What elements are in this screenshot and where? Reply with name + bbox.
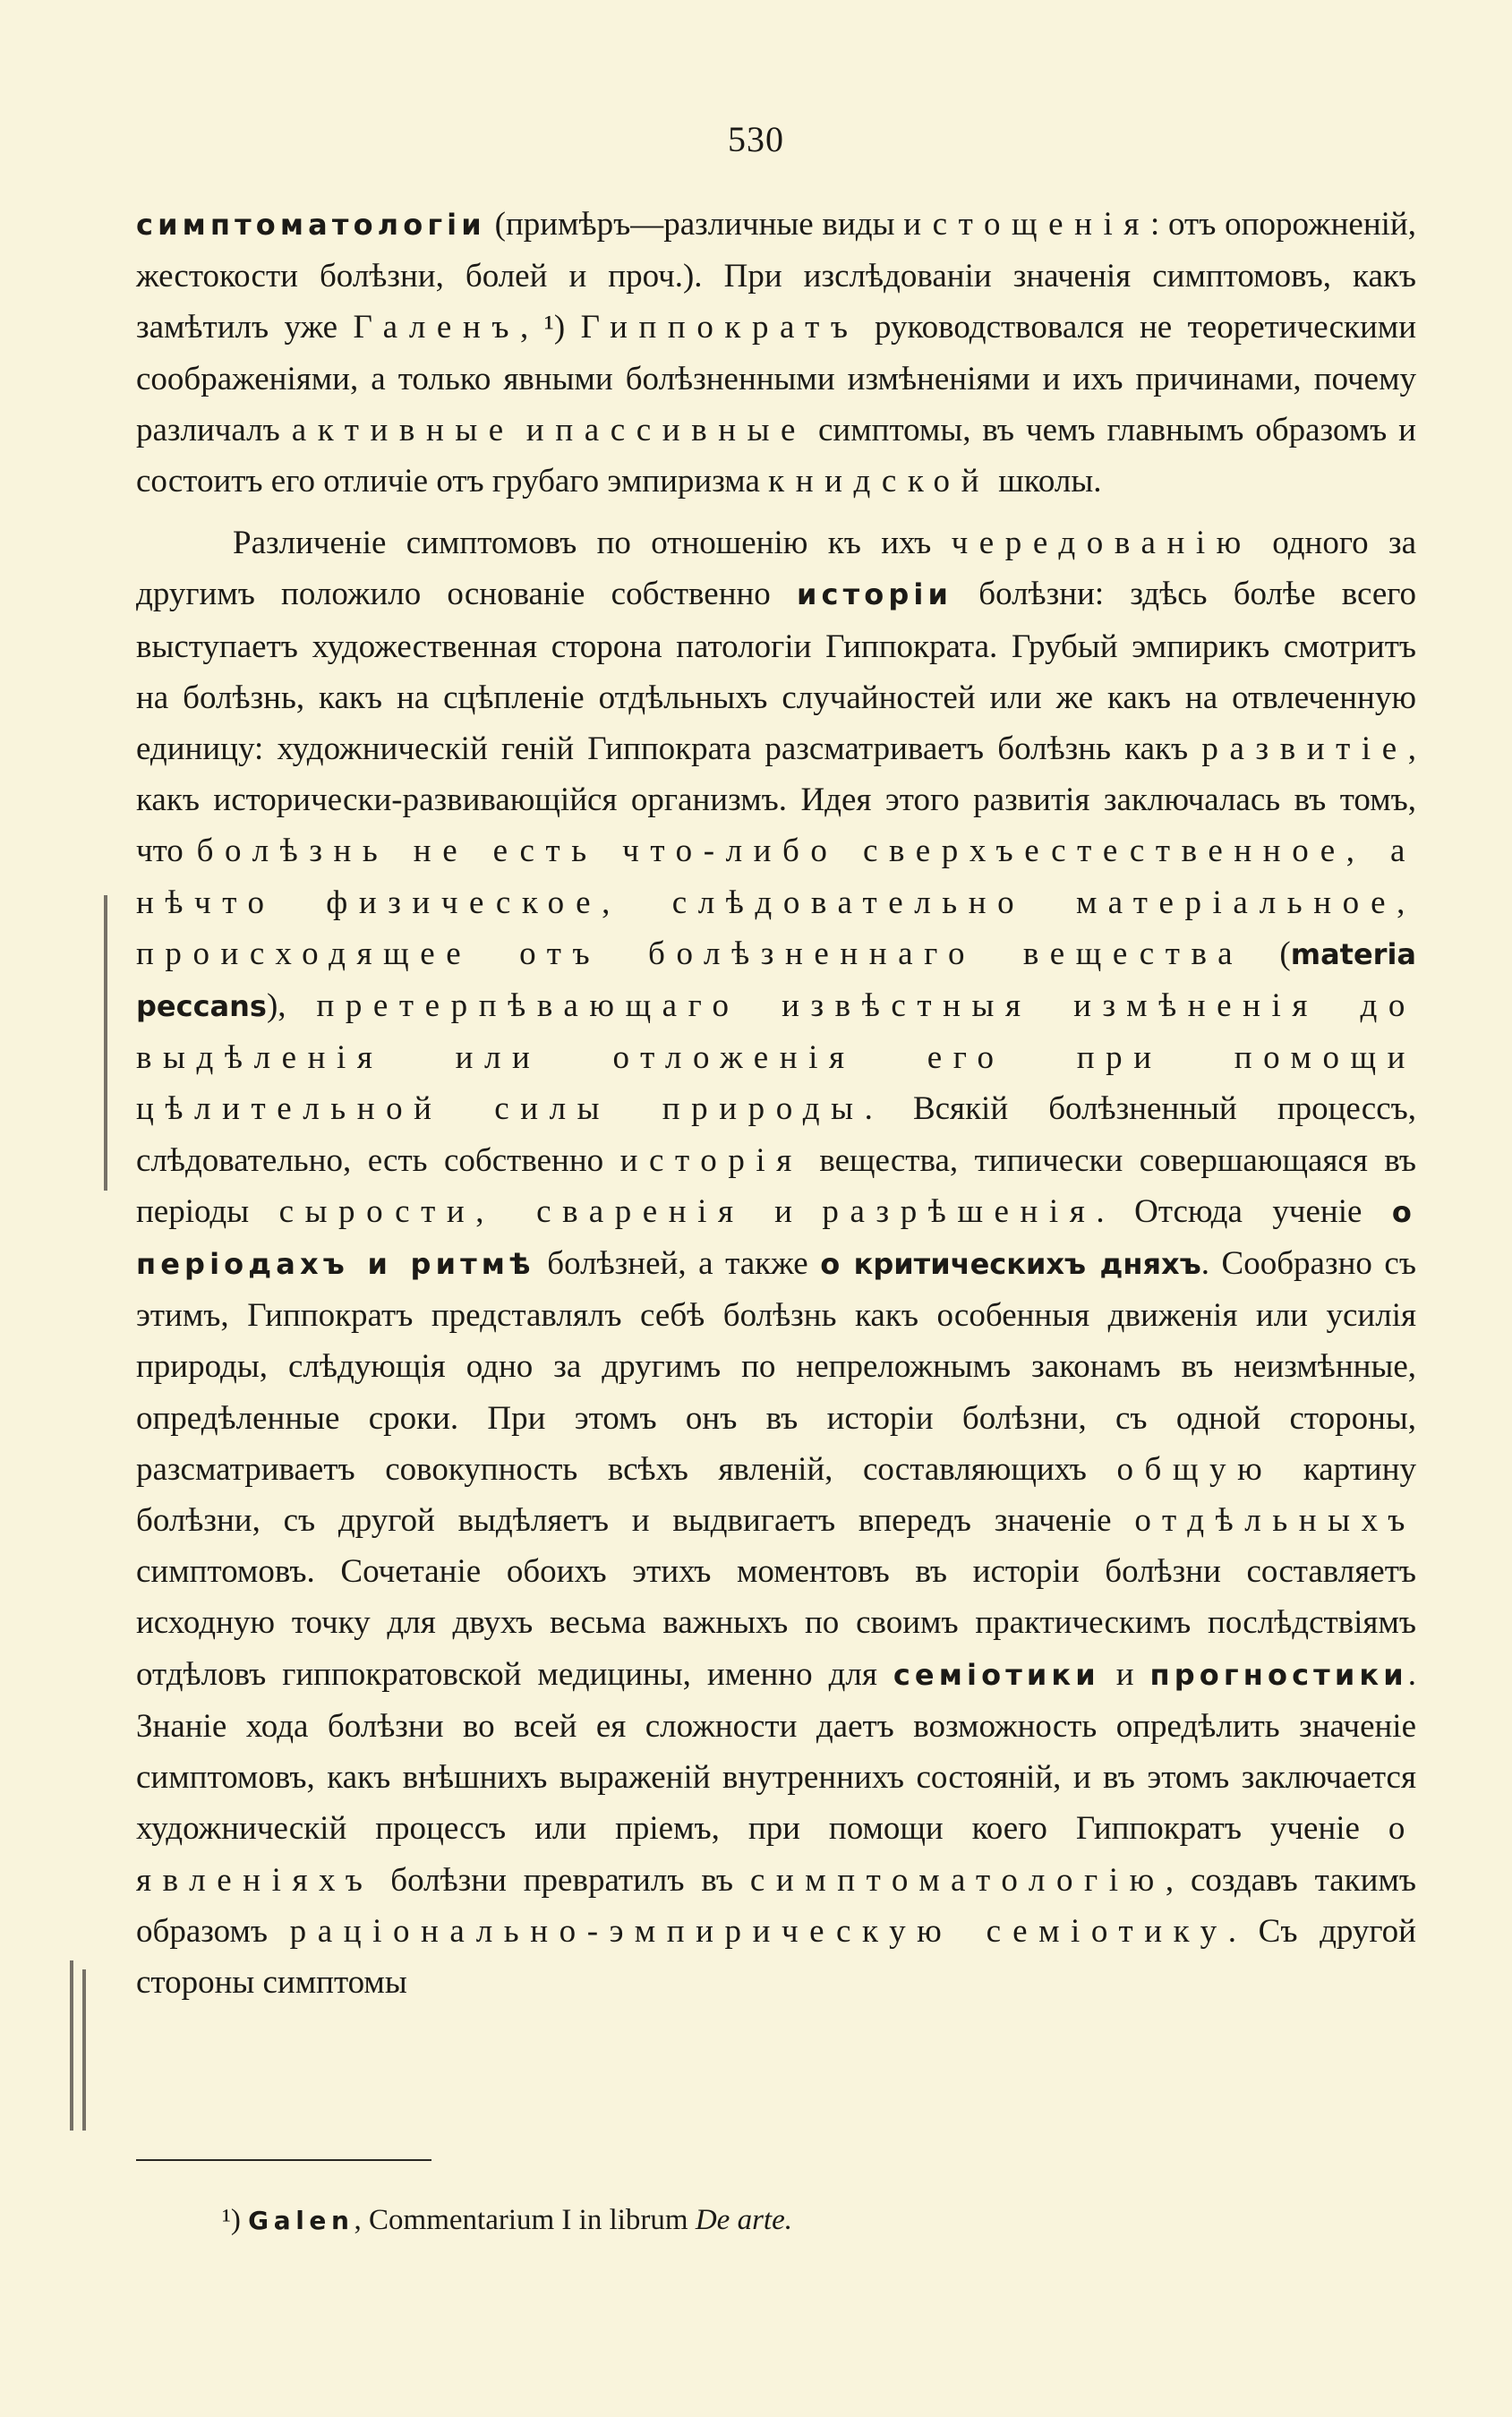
text-run: о критическихъ дняхъ (820, 1247, 1201, 1282)
text-run: materia peccans (136, 936, 1417, 1024)
text-run: сырости, сваренія (278, 1192, 745, 1230)
text-run: . Сообразно съ этимъ, Гиппократъ представлялъ себѣ болѣзнь какъ особенныя движенія или усилія природы, слѣдующія одно за другимъ по непреложнымъ законамъ въ неизмѣнные, опредѣленные сроки. При этомъ онъ въ исторіи болѣзни, съ одной стороны, разсматриваетъ совокупность всѣхъ явленій, составляющихъ (136, 1245, 1416, 1488)
text-run: и (744, 1192, 823, 1230)
text-run: пассивные (555, 411, 807, 448)
text-run: о періодахъ и ритмѣ (136, 1194, 1416, 1282)
text-run: прогностики (1149, 1657, 1408, 1692)
text-run: , создавъ такимъ образомъ (136, 1861, 1416, 1950)
text-run: болѣзни: здѣсь болѣе всего выступаетъ художественная сторона патологіи Гиппократа. Грубый эмпирикъ смотритъ на болѣзнь, какъ на сцѣпленіе отдѣльныхъ случайностей или же какъ на отвлеченную единицу: художническій геній Гиппократа разсматриваетъ болѣзнь какъ (136, 576, 1417, 768)
text-run: семіотики (893, 1657, 1100, 1692)
text-run: книдской (768, 463, 991, 500)
footnote-marker: ¹) (222, 2204, 241, 2236)
text-run: руководствовался не теоретическими соображеніями, а только явными болѣзненными измѣненіями и ихъ причинами, почему различалъ (136, 309, 1416, 448)
paragraph (136, 199, 1416, 507)
text-run: и (514, 411, 556, 448)
footnote-author: Galen (248, 2206, 355, 2235)
text-run: одного за другимъ положило основаніе собственно (136, 525, 1416, 613)
text-run: , какъ исторически-развивающійся организмъ. Идея этого развитія заключалась въ томъ, что (136, 730, 1416, 870)
margin-pencil-mark (82, 1969, 86, 2131)
text-run: , ¹) (520, 309, 581, 346)
text-run: истощенія (903, 206, 1150, 243)
text-run: . Всякій болѣзненный процессъ, слѣдовательно, есть собственно (136, 1090, 1417, 1179)
text-run: исторія (619, 1141, 803, 1179)
margin-pencil-mark (70, 1960, 73, 2131)
body-text (136, 199, 1416, 2008)
text-run: разрѣшенія (822, 1192, 1097, 1230)
text-run: симптоматологіи (136, 208, 486, 242)
text-run: отдѣльныхъ (1134, 1502, 1416, 1540)
text-run: . Отсюда ученіе (1096, 1192, 1392, 1230)
text-run: активные (291, 411, 515, 448)
text-run: . Съ другой стороны симптомы (136, 1912, 1416, 2001)
text-run: вещества, типически совершающаяся въ періоды (136, 1141, 1416, 1230)
text-run: болѣзней, а также (534, 1245, 821, 1283)
text-run: болѣзнь не есть что-либо сверхъестественное, а нѣчто физическое, слѣдовательно матеріальное, происходящее отъ болѣзненнаго вещества (136, 833, 1416, 972)
text-run: ), (266, 987, 317, 1025)
text-run: : отъ опорожненій, жестокости болѣзни, болей и проч.). При изслѣдованіи значенія симптомовъ, какъ замѣтилъ уже (136, 206, 1416, 346)
text-run: картину болѣзни, съ другой выдѣляетъ и выдвигаетъ впередъ значеніе (136, 1450, 1417, 1540)
margin-pencil-mark (104, 895, 107, 1191)
page-number: 530 (728, 119, 784, 159)
text-run: исторіи (797, 577, 953, 612)
text-run: . Знаніе хода болѣзни во всей ея сложности даетъ возможность опредѣлить значеніе симптомовъ, какъ внѣшнихъ выраженій внутреннихъ состояній, и въ этомъ заключается художническій процессъ или пріемъ, при помощи коего Гиппократъ ученіе (136, 1655, 1416, 1848)
text-run: общую (1116, 1450, 1274, 1488)
text-run: претерпѣвающаго извѣстныя измѣненія до выдѣленія или отложенія его при помощи цѣлительной силы природы (136, 987, 1416, 1128)
text-run: и (1099, 1655, 1150, 1693)
text-run: ( (1243, 935, 1291, 972)
text-run: о явленіяхъ (136, 1810, 1416, 1899)
footnote-italic: De arte. (695, 2204, 792, 2236)
text-run: Гиппократъ (580, 309, 859, 346)
footnote (222, 2204, 792, 2237)
text-run: Галенъ (353, 309, 521, 346)
text-run: раціонально-эмпирическую семіотику (289, 1912, 1228, 1950)
text-run: болѣзни превратилъ въ (373, 1861, 750, 1899)
paragraph (136, 517, 1416, 2008)
footnote-text: , Commentarium I in librum (354, 2204, 696, 2236)
text-run: симптомовъ. Сочетаніе обоихъ этихъ моментовъ въ исторіи болѣзни составляетъ исходную точку для двухъ весьма важныхъ по своимъ практическимъ послѣдствіямъ отдѣловъ гиппократовской медицины, именно для (136, 1553, 1416, 1693)
text-run: симптомы, въ чемъ главнымъ образомъ и состоитъ его отличіе отъ грубаго эмпиризма (136, 411, 1416, 500)
text-run: Различеніе симптомовъ по отношенію къ ихъ (233, 525, 952, 562)
text-run: развитіе (1201, 730, 1408, 768)
text-run: школы. (990, 463, 1102, 500)
footnote-rule (136, 2159, 431, 2161)
text-run: симптоматологію (749, 1861, 1166, 1899)
text-run: чередованію (951, 525, 1252, 562)
text-run: (примѣръ—различные виды (485, 206, 904, 243)
